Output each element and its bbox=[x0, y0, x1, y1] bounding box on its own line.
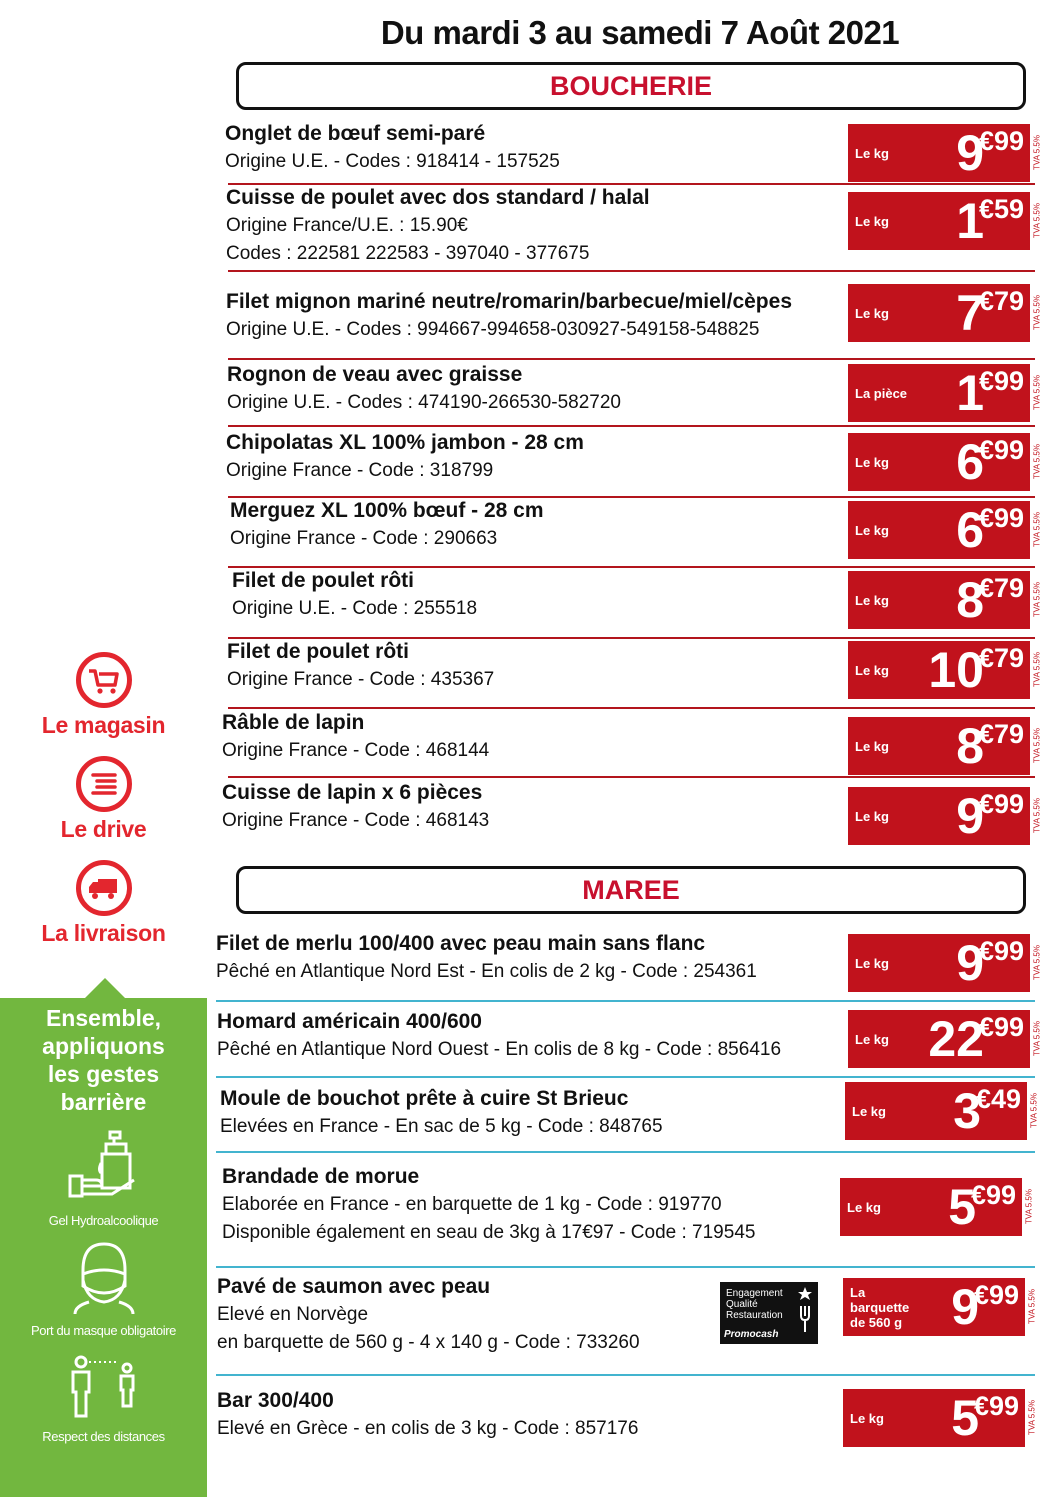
service-delivery-label: La livraison bbox=[41, 920, 166, 946]
price-integer: 1 bbox=[956, 193, 984, 249]
product-detail: Origine U.E. - Codes : 918414 - 157525 bbox=[225, 151, 560, 172]
product-detail: Origine France - Code : 468144 bbox=[222, 740, 490, 761]
price-integer: 9 bbox=[956, 125, 984, 181]
price-tag bbox=[840, 1178, 1036, 1236]
barrier-gestures-title bbox=[0, 1004, 207, 1116]
price-cents: €99 bbox=[970, 1180, 1016, 1210]
price-tag bbox=[848, 433, 1044, 491]
price-unit: Le kg bbox=[855, 145, 889, 161]
product-name: Bar 300/400 bbox=[217, 1389, 334, 1412]
product-name: Filet mignon mariné neutre/romarin/barbecue/miel/cèpes bbox=[226, 290, 792, 313]
product-name: Filet de poulet rôti bbox=[227, 640, 409, 663]
price-cents: €79 bbox=[978, 573, 1024, 603]
distance-icon bbox=[59, 1354, 149, 1420]
green-title-line: Ensemble, bbox=[45, 1005, 162, 1031]
product-detail: Origine France - Code : 318799 bbox=[226, 460, 494, 481]
product-name: Cuisse de poulet avec dos standard / halal bbox=[226, 186, 650, 209]
price-integer: 9 bbox=[956, 935, 984, 991]
product-detail: en barquette de 560 g - 4 x 140 g - Code : 733260 bbox=[217, 1332, 640, 1353]
truck-icon bbox=[76, 860, 132, 916]
sidebar bbox=[0, 0, 207, 1497]
eqr-logo-line: Engagement bbox=[726, 1288, 783, 1299]
price-integer: 6 bbox=[956, 434, 984, 490]
price-integer: 1 bbox=[956, 365, 984, 421]
vat-label: TVA 5.5% bbox=[1030, 787, 1044, 845]
vat-label: TVA 5.5% bbox=[1030, 717, 1044, 775]
price-integer: 10 bbox=[928, 642, 984, 698]
product-detail: Elevé en Norvège bbox=[217, 1304, 369, 1325]
price-tag bbox=[848, 501, 1044, 559]
price-unit: Le kg bbox=[855, 213, 889, 229]
price-tag bbox=[848, 364, 1044, 422]
price-cents: €99 bbox=[978, 503, 1024, 533]
row-separator bbox=[216, 1000, 1035, 1002]
price-integer: 22 bbox=[928, 1011, 984, 1067]
price-cents: €99 bbox=[978, 789, 1024, 819]
price-tag bbox=[848, 787, 1044, 845]
price-unit: La barquette de 560 g bbox=[850, 1284, 910, 1330]
product-detail: Origine France - Code : 435367 bbox=[227, 669, 495, 690]
price-tag bbox=[843, 1389, 1039, 1447]
product-detail: Elaborée en France - en barquette de 1 kg - Code : 919770 bbox=[222, 1194, 722, 1215]
price-unit: Le kg bbox=[855, 738, 889, 754]
price-cents: €79 bbox=[978, 286, 1024, 316]
price-integer: 5 bbox=[948, 1179, 976, 1235]
price-cents: €99 bbox=[978, 936, 1024, 966]
price-cents: €99 bbox=[973, 1280, 1019, 1310]
service-drive-label: Le drive bbox=[60, 816, 147, 842]
price-unit: La pièce bbox=[855, 385, 908, 401]
price-unit: Le kg bbox=[847, 1199, 881, 1215]
product-name: Rognon de veau avec graisse bbox=[227, 363, 523, 386]
vat-label: TVA 5.5% bbox=[1025, 1278, 1039, 1336]
price-cents: €79 bbox=[978, 719, 1024, 749]
price-tag bbox=[848, 124, 1044, 182]
product-detail: Origine France - Code : 468143 bbox=[222, 810, 490, 831]
price-integer: 6 bbox=[956, 502, 984, 558]
price-unit: Le kg bbox=[855, 454, 889, 470]
vat-label: TVA 5.5% bbox=[1030, 433, 1044, 491]
price-cents: €59 bbox=[978, 194, 1024, 224]
product-detail: Pêché en Atlantique Nord Ouest - En colis de 8 kg - Code : 856416 bbox=[217, 1039, 782, 1060]
page-title: Du mardi 3 au samedi 7 Août 2021 bbox=[380, 14, 900, 51]
vat-label: TVA 5.5% bbox=[1030, 501, 1044, 559]
gesture-mask bbox=[0, 1240, 207, 1338]
product-detail: Origine U.E. - Code : 255518 bbox=[232, 598, 478, 619]
product-detail: Disponible également en seau de 3kg à 17€97 - Code : 719545 bbox=[222, 1222, 756, 1243]
price-integer: 9 bbox=[956, 788, 984, 844]
price-cents: €49 bbox=[975, 1084, 1021, 1114]
product-name: Filet de poulet rôti bbox=[232, 569, 414, 592]
product-detail: Origine France/U.E. : 15.90€ bbox=[226, 215, 468, 236]
row-separator bbox=[216, 1076, 1035, 1078]
price-integer: 9 bbox=[951, 1279, 979, 1335]
price-unit: Le kg bbox=[852, 1103, 886, 1119]
price-tag bbox=[848, 571, 1044, 629]
product-name: Chipolatas XL 100% jambon - 28 cm bbox=[226, 431, 584, 454]
product-detail: Origine France - Code : 290663 bbox=[230, 528, 498, 549]
gesture-distance bbox=[0, 1354, 207, 1444]
hand-sanitizer-icon bbox=[64, 1128, 144, 1204]
vat-label: TVA 5.5% bbox=[1030, 1010, 1044, 1068]
price-tag bbox=[843, 1278, 1039, 1336]
price-integer: 3 bbox=[953, 1083, 981, 1139]
section-header-maree: MAREE bbox=[236, 866, 1026, 914]
price-tag bbox=[845, 1082, 1041, 1140]
price-tag bbox=[848, 284, 1044, 342]
product-name: Merguez XL 100% bœuf - 28 cm bbox=[230, 499, 544, 522]
face-mask-icon bbox=[69, 1240, 139, 1314]
price-unit: Le kg bbox=[855, 662, 889, 678]
product-detail: Codes : 222581 222583 - 397040 - 377675 bbox=[226, 243, 590, 264]
price-unit: Le kg bbox=[855, 305, 889, 321]
row-separator bbox=[216, 1151, 1035, 1153]
vat-label: TVA 5.5% bbox=[1030, 192, 1044, 250]
gesture-mask-label: Port du masque obligatoire bbox=[31, 1323, 176, 1338]
price-cents: €99 bbox=[978, 366, 1024, 396]
product-name: Râble de lapin bbox=[222, 711, 365, 734]
product-detail: Origine U.E. - Codes : 994667-994658-030927-549158-548825 bbox=[226, 319, 760, 340]
price-cents: €99 bbox=[978, 1012, 1024, 1042]
price-unit: Le kg bbox=[850, 1410, 884, 1426]
drive-icon bbox=[76, 756, 132, 812]
gesture-gel-label: Gel Hydroalcoolique bbox=[48, 1213, 159, 1228]
vat-label: TVA 5.5% bbox=[1030, 641, 1044, 699]
product-name: Filet de merlu 100/400 avec peau main sans flanc bbox=[216, 932, 706, 955]
product-name: Onglet de bœuf semi-paré bbox=[225, 122, 486, 145]
gesture-gel bbox=[0, 1128, 207, 1228]
price-tag bbox=[848, 934, 1044, 992]
section-header-boucherie: BOUCHERIE bbox=[236, 62, 1026, 110]
service-store[interactable] bbox=[0, 652, 207, 739]
service-delivery[interactable] bbox=[0, 860, 207, 947]
cart-icon bbox=[76, 652, 132, 708]
price-unit: Le kg bbox=[855, 1031, 889, 1047]
product-detail: Pêché en Atlantique Nord Est - En colis de 2 kg - Code : 254361 bbox=[216, 961, 757, 982]
product-detail: Origine U.E. - Codes : 474190-266530-582720 bbox=[227, 392, 621, 413]
row-separator bbox=[228, 270, 1035, 272]
eqr-logo-brand: Promocash bbox=[724, 1329, 779, 1340]
product-name: Brandade de morue bbox=[222, 1165, 420, 1188]
price-tag bbox=[848, 192, 1044, 250]
price-tag bbox=[848, 717, 1044, 775]
vat-label: TVA 5.5% bbox=[1025, 1389, 1039, 1447]
gesture-distance-label: Respect des distances bbox=[42, 1429, 165, 1444]
product-name: Cuisse de lapin x 6 pièces bbox=[222, 781, 483, 804]
vat-label: TVA 5.5% bbox=[1030, 934, 1044, 992]
product-detail: Elevé en Grèce - en colis de 3 kg - Code : 857176 bbox=[217, 1418, 639, 1439]
price-unit: Le kg bbox=[855, 522, 889, 538]
price-unit: Le kg bbox=[855, 592, 889, 608]
price-integer: 5 bbox=[951, 1390, 979, 1446]
product-name: Moule de bouchot prête à cuire St Brieuc bbox=[220, 1087, 629, 1110]
row-separator bbox=[216, 1374, 1035, 1376]
price-integer: 8 bbox=[956, 572, 984, 628]
fork-star-icon bbox=[796, 1286, 814, 1334]
green-panel-notch bbox=[83, 978, 127, 1000]
price-unit: Le kg bbox=[855, 808, 889, 824]
green-title-line: barrière bbox=[60, 1089, 147, 1115]
vat-label: TVA 5.5% bbox=[1027, 1082, 1041, 1140]
service-store-label: Le magasin bbox=[41, 712, 166, 738]
price-integer: 8 bbox=[956, 718, 984, 774]
row-separator bbox=[228, 358, 1035, 360]
service-drive[interactable] bbox=[0, 756, 207, 843]
eqr-logo-line: Restauration bbox=[726, 1310, 783, 1321]
price-tag bbox=[848, 1010, 1044, 1068]
product-name: Homard américain 400/600 bbox=[217, 1010, 482, 1033]
price-cents: €99 bbox=[978, 435, 1024, 465]
row-separator bbox=[228, 776, 1035, 778]
price-cents: €79 bbox=[978, 643, 1024, 673]
price-unit: Le kg bbox=[855, 955, 889, 971]
price-tag bbox=[848, 641, 1044, 699]
price-integer: 7 bbox=[956, 285, 984, 341]
product-name: Pavé de saumon avec peau bbox=[217, 1275, 491, 1298]
product-detail: Elevées en France - En sac de 5 kg - Code : 848765 bbox=[220, 1116, 663, 1137]
eqr-logo-line: Qualité bbox=[726, 1299, 758, 1310]
price-cents: €99 bbox=[978, 126, 1024, 156]
green-title-line: appliquons bbox=[42, 1033, 165, 1059]
row-separator bbox=[216, 1266, 1035, 1268]
vat-label: TVA 5.5% bbox=[1022, 1178, 1036, 1236]
green-title-line: les gestes bbox=[47, 1061, 160, 1087]
vat-label: TVA 5.5% bbox=[1030, 124, 1044, 182]
row-separator bbox=[228, 425, 1035, 427]
price-cents: €99 bbox=[973, 1391, 1019, 1421]
vat-label: TVA 5.5% bbox=[1030, 364, 1044, 422]
engagement-qualite-restauration-logo bbox=[720, 1282, 818, 1344]
vat-label: TVA 5.5% bbox=[1030, 284, 1044, 342]
vat-label: TVA 5.5% bbox=[1030, 571, 1044, 629]
